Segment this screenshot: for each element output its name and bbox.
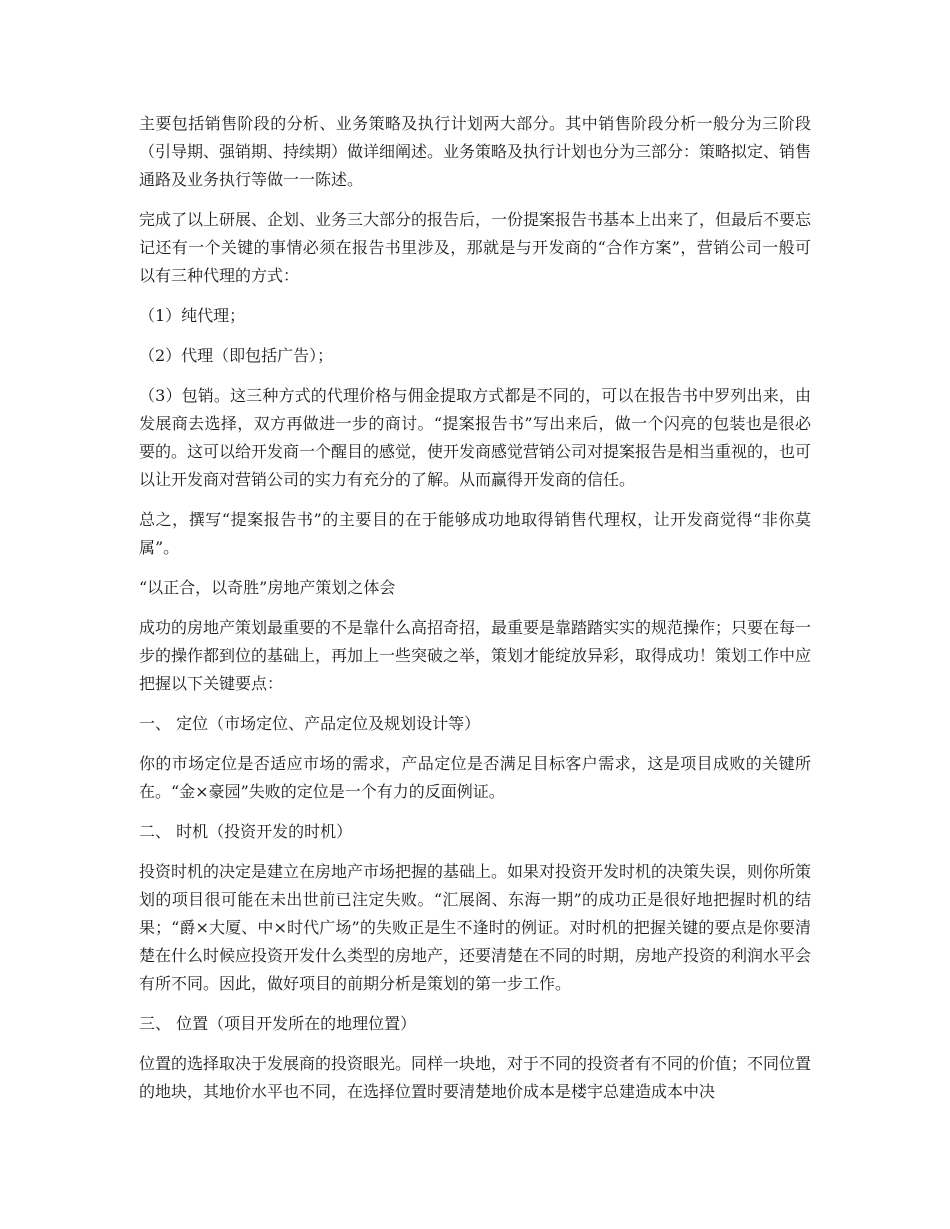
heading-timing: 二、 时机（投资开发的时机）	[139, 822, 353, 841]
paragraph-summary: 总之，撰写“提案报告书”的主要目的在于能够成功地取得销售代理权，让开发商觉得“非你莫属”。	[139, 510, 811, 557]
paragraph-timing: 投资时机的决定是建立在房地产市场把握的基础上。如果对投资开发时机的决策失误，则你所策划的项目很可能在未出世前已注定失败。“汇展阁、东海一期”的成功正是很好地把握时机的结果；“爵×大厦、中×时代广场”的失败正是生不逢时的例证。对时机的把握关键的要点是你要清楚在什么时候应投资开发什么类型的房地产，还要清楚在不同的时期，房地产投资的利润水平会有所不同。因此，做好项目的前期分析是策划的第一步工作。	[139, 862, 812, 993]
paragraph-pure-agency: （1）纯代理；	[139, 306, 246, 325]
paragraph-location: 位置的选择取决于发展商的投资眼光。同样一块地，对于不同的投资者有不同的价值；不同位置的地块，其地价水平也不同，在选择位置时要清楚地价成本是楼宇总建造成本中决	[139, 1054, 812, 1101]
paragraph-cooperation-plan: 完成了以上研展、企划、业务三大部分的报告后，一份提案报告书基本上出来了，但最后不要忘记还有一个关键的事情必须在报告书里涉及，那就是与开发商的“合作方案”，营销公司一般可以有三种代理的方式：	[139, 210, 812, 285]
paragraph-sales-stage: 主要包括销售阶段的分析、业务策略及执行计划两大部分。其中销售阶段分析一般分为三阶段（引导期、强销期、持续期）做详细阐述。业务策略及执行计划也分为三部分：策略拟定、销售通路及业务执行等做一一陈述。	[139, 114, 812, 189]
section-heading-planning: “以正合，以奇胜”房地产策划之体会	[139, 578, 396, 597]
document-body	[139, 110, 811, 1118]
heading-location: 三、 位置（项目开发所在的地理位置）	[139, 1014, 417, 1033]
paragraph-planning-intro: 成功的房地产策划最重要的不是靠什么高招奇招，最重要是靠踏踏实实的规范操作；只要在每一步的操作都到位的基础上，再加上一些突破之举，策划才能绽放异彩，取得成功！策划工作中应把握以下关键要点：	[139, 618, 812, 693]
paragraph-positioning: 你的市场定位是否适应市场的需求，产品定位是否满足目标客户需求，这是项目成败的关键所在。“金×豪园”失败的定位是一个有力的反面例证。	[139, 754, 811, 801]
paragraph-agency-with-ads: （2）代理（即包括广告）；	[139, 346, 334, 365]
paragraph-exclusive-sales: （3）包销。这三种方式的代理价格与佣金提取方式都是不同的，可以在报告书中罗列出来，由发展商去选择，双方再做进一步的商讨。“提案报告书”写出来后，做一个闪亮的包装也是很必要的。这可以给开发商一个醒目的感觉，使开发商感觉营销公司对提案报告是相当重视的，也可以让开发商对营销公司的实力有充分的了解。从而赢得开发商的信任。	[139, 386, 812, 489]
heading-positioning: 一、 定位（市场定位、产品定位及规划设计等）	[139, 714, 481, 733]
